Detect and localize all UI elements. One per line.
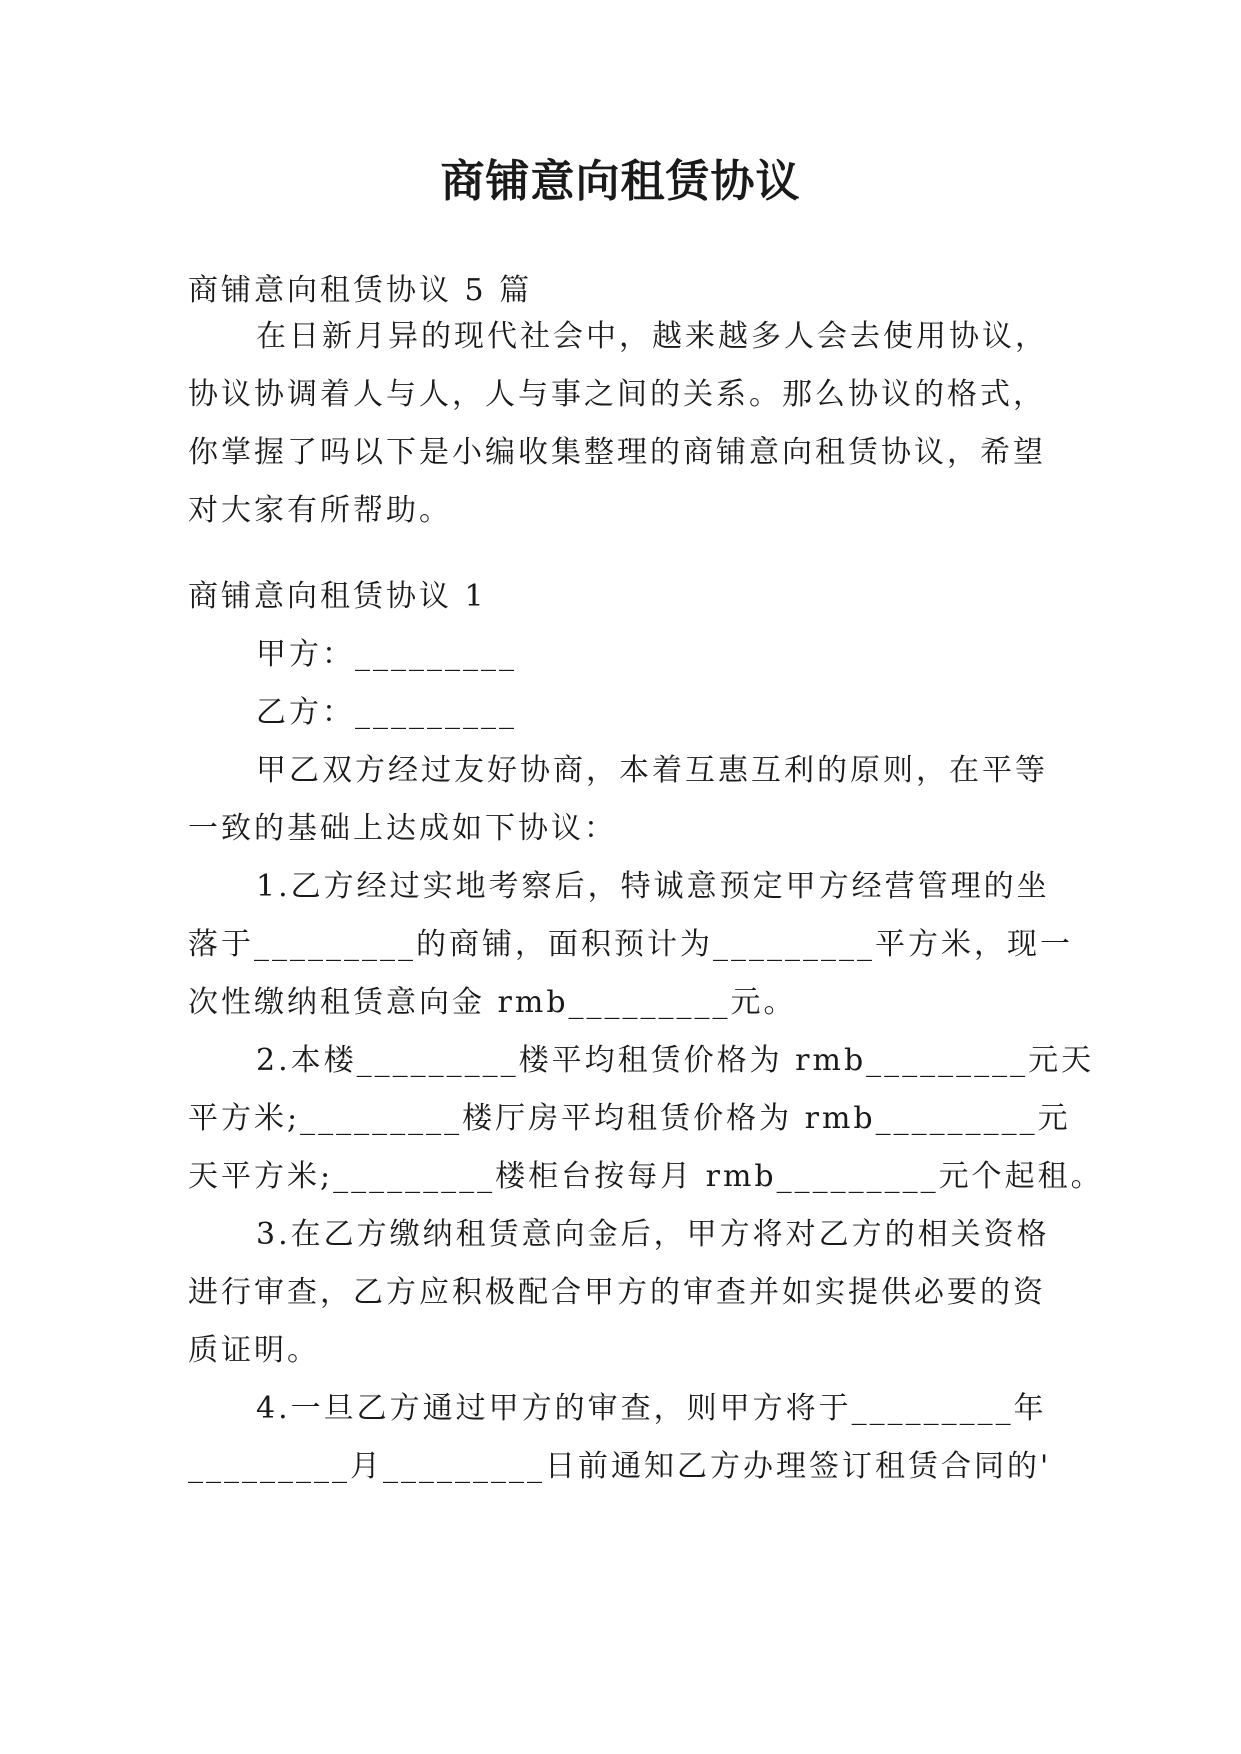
party-a-line: 甲方：_________ [256,637,517,672]
clause-1-line: 落于_________的商铺，面积预计为_________平方米，现一 [188,927,1073,962]
clause-4-line: 4.一旦乙方通过甲方的审查，则甲方将于_________年 [256,1391,1047,1426]
clause-2-line: 2.本楼_________楼平均租赁价格为 rmb_________元天 [256,1043,1095,1078]
clause-4-line: _________月_________日前通知乙方办理签订租赁合同的' [188,1449,1052,1484]
clause-3-line: 3.在乙方缴纳租赁意向金后，甲方将对乙方的相关资格 [256,1217,1050,1252]
agreement-section [188,568,1104,1496]
clause-3-line: 质证明。 [188,1333,320,1368]
clause-2-line: 天平方米;_________楼柜台按每月 rmb_________元个起租。 [188,1159,1104,1194]
intro-line: 对大家有所帮助。 [188,493,452,528]
intro-line: 你掌握了吗以下是小编收集整理的商铺意向租赁协议，希望 [188,435,1046,470]
intro-line: 协议协调着人与人，人与事之间的关系。那么协议的格式， [188,377,1046,412]
agreement-line: 甲乙双方经过友好协商，本着互惠互利的原则，在平等 [256,753,1048,788]
clause-2-line: 平方米;_________楼厅房平均租赁价格为 rmb_________元 [188,1101,1071,1136]
document-title: 商铺意向租赁协议 [440,156,801,207]
intro-paragraph [188,308,1078,540]
section-heading: 商铺意向租赁协议 1 [188,579,487,614]
intro-line: 在日新月异的现代社会中，越来越多人会去使用协议， [256,319,1048,354]
clause-1-line: 次性缴纳租赁意向金 rmb_________元。 [188,985,797,1020]
agreement-line: 一致的基础上达成如下协议： [188,811,617,846]
party-b-line: 乙方：_________ [256,695,517,730]
clause-3-line: 进行审查，乙方应积极配合甲方的审查并如实提供必要的资 [188,1275,1046,1310]
document-subtitle: 商铺意向租赁协议 5 篇 [188,273,533,308]
clause-1-line: 1.乙方经过实地考察后，特诚意预定甲方经营管理的坐 [256,869,1050,904]
